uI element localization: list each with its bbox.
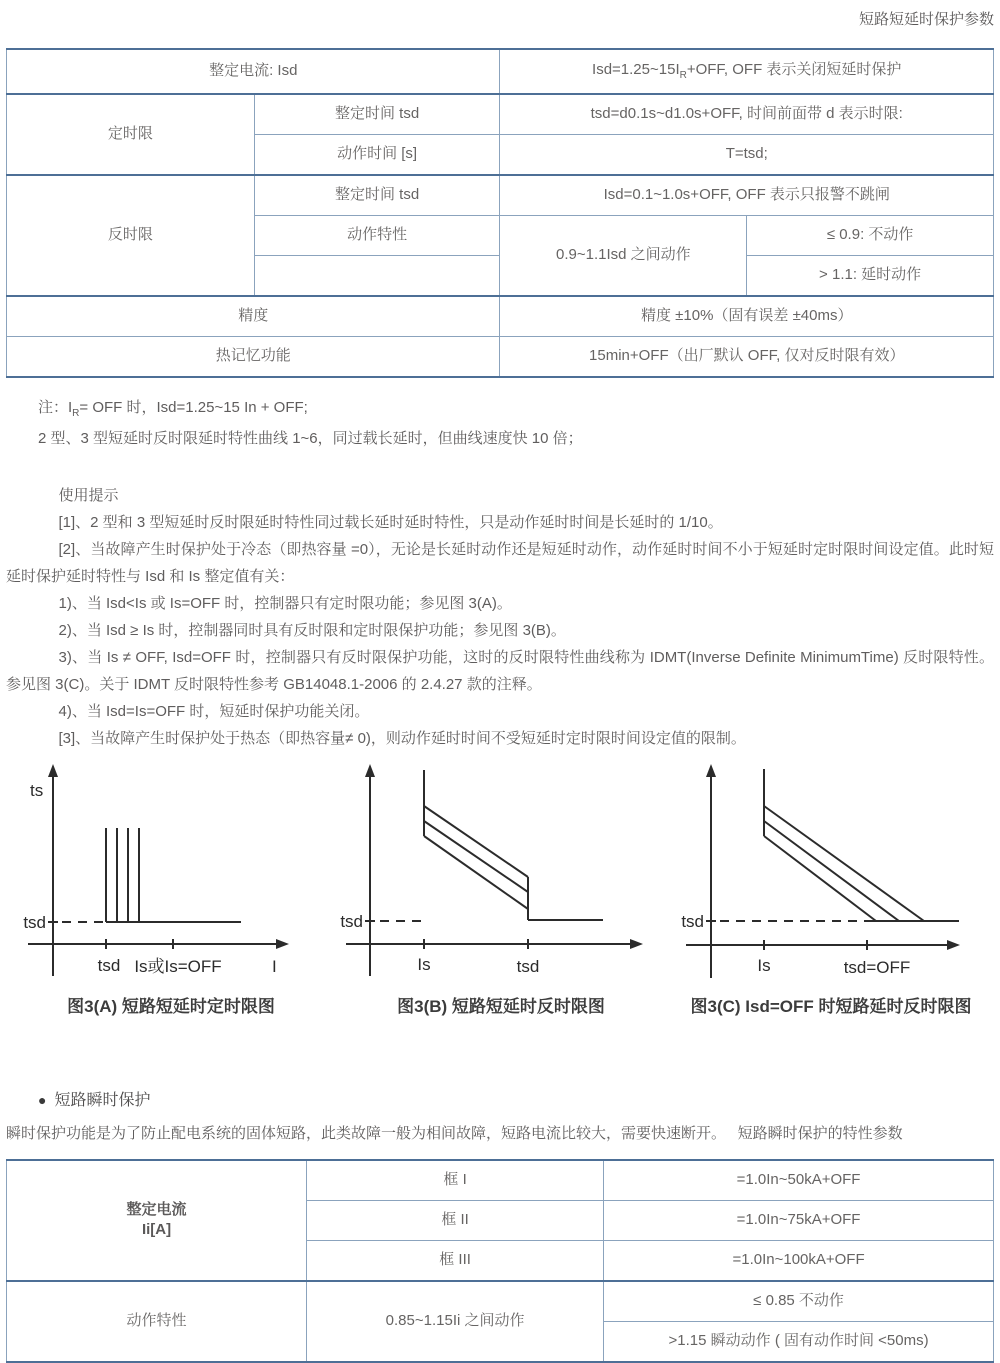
frame3-label: 框 III bbox=[307, 1240, 604, 1281]
tip-item: 1)、当 Isd<Is 或 Is=OFF 时，控制器只有定时限功能；参见图 3(A)。 bbox=[58, 594, 512, 612]
accuracy-label: 精度 bbox=[7, 296, 500, 337]
y-tick-label: tsd bbox=[23, 912, 46, 932]
empty-cell bbox=[254, 256, 500, 297]
x-tick-label-2: Is或Is=OFF bbox=[134, 956, 222, 976]
fixed-time-setting-label: 整定时间 tsd bbox=[254, 94, 500, 135]
tip-item: 3)、当 Is ≠ OFF, Isd=OFF 时，控制器只有反时限保护功能，这时的反时限特性曲线称为 IDMT(Inverse Definite MinimumTime) 反时限特性。参见图 3(C)。关于 IDMT 反时限特性参考 GB14048.1-2006 的 2.4.27 款的注释。 bbox=[6, 648, 994, 693]
short-delay-param-table bbox=[6, 48, 994, 378]
y-tick-label: tsd bbox=[681, 911, 704, 931]
x-tick-label-2: tsd bbox=[516, 956, 540, 976]
setting-current-cell bbox=[7, 1160, 307, 1281]
x-tick-label-2: tsd=OFF bbox=[843, 957, 911, 977]
figure-3a-caption: 图3(A) 短路短延时定时限图 bbox=[67, 996, 275, 1016]
inverse-time-setting-value: Isd=0.1~1.0s+OFF, OFF 表示只报警不跳闸 bbox=[500, 175, 994, 216]
frame1-label: 框 I bbox=[307, 1160, 604, 1201]
x-tick-label-1: Is bbox=[757, 955, 771, 975]
inverse-time-range: 0.9~1.1Isd 之间动作 bbox=[500, 216, 747, 297]
instant-param-table bbox=[6, 1159, 994, 1363]
note-prefix: 注：I bbox=[38, 399, 73, 416]
x-axis-arrow bbox=[276, 939, 289, 949]
fixed-time-group-label: 定时限 bbox=[7, 94, 255, 175]
action-char-label: 动作特性 bbox=[7, 1281, 307, 1362]
thermal-memory-value: 15min+OFF（出厂默认 OFF, 仅对反时限有效） bbox=[500, 337, 994, 378]
section-heading bbox=[38, 1087, 994, 1110]
action-char-range: 0.85~1.15Ii 之间动作 bbox=[307, 1281, 604, 1362]
inverse-time-cond-delay-action: > 1.1: 延时动作 bbox=[747, 256, 994, 297]
value-prefix: Isd=1.25~15I bbox=[592, 61, 680, 79]
figures-row bbox=[6, 758, 994, 1017]
usage-tips-title: 使用提示 bbox=[58, 486, 119, 504]
x-axis-arrow bbox=[947, 940, 960, 950]
setting-current-line2: Ii[A] bbox=[141, 1221, 172, 1239]
table-row bbox=[7, 337, 994, 378]
setting-current-label: 整定电流: Isd bbox=[7, 49, 500, 94]
table-row bbox=[7, 175, 994, 216]
x-tick-label-1: Is bbox=[417, 954, 431, 974]
figure-3c bbox=[666, 758, 996, 1017]
figure-3b-plot bbox=[336, 758, 666, 988]
note-subscript-r: R bbox=[72, 408, 80, 419]
fixed-time-setting-value: tsd=d0.1s~d1.0s+OFF, 时间前面带 d 表示时限: bbox=[500, 94, 994, 135]
frame3-value: =1.0In~100kA+OFF bbox=[604, 1240, 994, 1281]
usage-tips-block bbox=[6, 482, 994, 752]
x-tick-label-1: tsd bbox=[97, 955, 121, 975]
y-axis-arrow bbox=[48, 764, 58, 777]
fixed-time-action-label: 动作时间 [s] bbox=[254, 135, 500, 176]
inverse-time-char-label: 动作特性 bbox=[254, 216, 500, 256]
inverse-time-setting-label: 整定时间 tsd bbox=[254, 175, 500, 216]
y-tick-label: tsd bbox=[340, 911, 363, 931]
x-axis-label: I bbox=[272, 956, 277, 976]
note-line-2: 2 型、3 型短延时反时限延时特性曲线 1~6，同过载长延时，但曲线速度快 10 倍； bbox=[38, 429, 583, 447]
section-heading-text: 短路瞬时保护 bbox=[54, 1091, 151, 1109]
tip-item: [2]、当故障产生时保护处于冷态（即热容量 =0），无论是长延时动作还是短延时动作，动作延时时间不小于短延时定时限时间设定值。此时短延时保护延时特性与 Isd 和 Is 整定值有关： bbox=[6, 540, 994, 585]
x-axis-arrow bbox=[630, 939, 643, 949]
table-row bbox=[7, 1281, 994, 1322]
bullet-icon: ● bbox=[38, 1091, 47, 1108]
notes-block bbox=[6, 393, 994, 453]
value-suffix: +OFF, OFF 表示关闭短延时保护 bbox=[686, 61, 902, 79]
action-char-cond1: ≤ 0.85 不动作 bbox=[604, 1281, 994, 1322]
accuracy-value: 精度 ±10%（固有误差 ±40ms） bbox=[500, 296, 994, 337]
y-axis-label: ts bbox=[30, 780, 44, 800]
figure-3b-caption: 图3(B) 短路短延时反时限图 bbox=[397, 996, 605, 1016]
action-char-cond2: >1.15 瞬动动作 ( 固有动作时间 <50ms) bbox=[604, 1321, 994, 1362]
table-row bbox=[7, 296, 994, 337]
setting-current-line1: 整定电流 bbox=[126, 1201, 187, 1218]
frame1-value: =1.0In~50kA+OFF bbox=[604, 1160, 994, 1201]
page-title: 短路短延时保护参数 bbox=[858, 11, 994, 28]
y-axis-arrow bbox=[706, 764, 716, 777]
tip-item: 4)、当 Isd=Is=OFF 时，短延时保护功能关闭。 bbox=[58, 702, 370, 720]
tip-item: [3]、当故障产生时保护处于热态（即热容量≠ 0)，则动作延时时间不受短延时定时限时间设定值的限制。 bbox=[58, 729, 746, 747]
figure-3a bbox=[6, 758, 336, 1017]
figure-3c-plot bbox=[666, 758, 996, 988]
inverse-time-cond-no-action: ≤ 0.9: 不动作 bbox=[747, 216, 994, 256]
note-suffix: = OFF 时，Isd=1.25~15 In + OFF; bbox=[79, 399, 308, 416]
instantaneous-section bbox=[6, 1087, 994, 1363]
setting-current-value bbox=[500, 49, 994, 94]
frame2-value: =1.0In~75kA+OFF bbox=[604, 1200, 994, 1240]
figure-3b bbox=[336, 758, 666, 1017]
table-row bbox=[7, 49, 994, 94]
figure-3c-caption: 图3(C) Isd=OFF 时短路延时反时限图 bbox=[690, 996, 972, 1016]
frame2-label: 框 II bbox=[307, 1200, 604, 1240]
inverse-time-group-label: 反时限 bbox=[7, 175, 255, 296]
tip-item: 2)、当 Isd ≥ Is 时，控制器同时具有反时限和定时限保护功能；参见图 3(B)。 bbox=[58, 621, 566, 639]
figure-3a-plot bbox=[6, 758, 336, 988]
y-axis-arrow bbox=[365, 764, 375, 777]
note-line-1 bbox=[38, 393, 994, 424]
tip-item: [1]、2 型和 3 型短延时反时限延时特性同过载长延时延时特性，只是动作延时时间是长延时的 1/10。 bbox=[58, 513, 723, 531]
table-row bbox=[7, 94, 994, 135]
subscript-r: R bbox=[679, 70, 687, 82]
fixed-time-action-value: T=tsd; bbox=[500, 135, 994, 176]
table-row bbox=[7, 1160, 994, 1201]
section-intro: 瞬时保护功能是为了防止配电系统的固体短路，此类故障一般为相间故障，短路电流比较大，需要快速断开。 短路瞬时保护的特性参数 bbox=[6, 1124, 903, 1142]
thermal-memory-label: 热记忆功能 bbox=[7, 337, 500, 378]
